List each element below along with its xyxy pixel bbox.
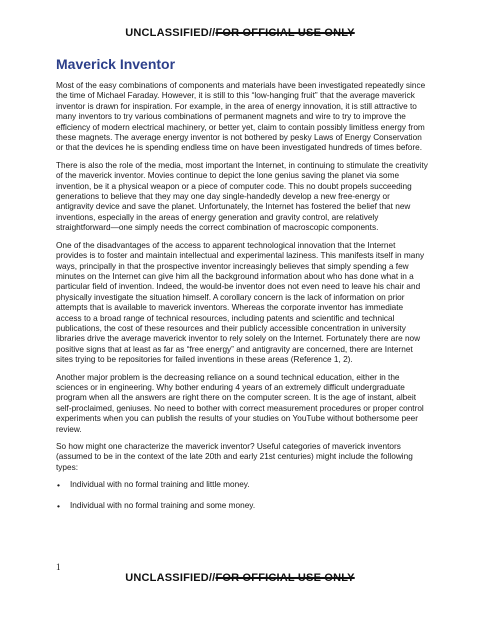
paragraph-4: Another major problem is the decreasing reliance on a sound technical education, either in the sciences or in engineering. Why bother enduring 4 years of an extremely difficult undergraduate program when all the answers are right there on the computer screen. It is the age of instant, albeit self-proclaimed, geniuses. No need to bother with correct measurement procedures or proper control experiments when you can publish the results of your studies on YouTube without bothersome peer review.: [56, 372, 424, 434]
bullet-icon: •: [57, 480, 60, 491]
paragraph-1: Most of the easy combinations of components and materials have been investigated repeatedly since the time of Michael Faraday. However, it is still to this “low-hanging fruit” that the average maverick inventor is drawn for inspiration. For example, in the area of energy innovation, it is still attractive to many inventors to try various combinations of permanent magnets and wire to try to improve the efficiency of modern electrical machinery, or better yet, claim to contain possibly limitless energy from these magnets. The average energy inventor is not bothered by pesky Laws of Energy Conservation or that the devices he is spending endless time on have been investigated hundreds of times before.: [56, 81, 426, 153]
classification-struck-label: FOR OFFICIAL USE ONLY: [215, 572, 355, 584]
paragraph-5: So how might one characterize the maverick inventor? Useful categories of maverick inventors (assumed to be in the context of the late 20th and early 21st centuries) might include the following types:: [56, 442, 413, 472]
list-item: [56, 501, 428, 511]
page-number: 1: [56, 562, 61, 572]
classification-struck-label: FOR OFFICIAL USE ONLY: [215, 27, 355, 39]
list-item: [56, 480, 428, 490]
document-body: [56, 56, 428, 521]
classification-banner-top: [0, 27, 480, 39]
list-item-text: Individual with no formal training and little money.: [70, 480, 250, 490]
bullet-icon: •: [57, 500, 60, 511]
classification-label: UNCLASSIFIED//: [125, 27, 216, 39]
classification-banner-bottom: [0, 572, 480, 584]
list-item-text: Individual with no formal training and some money.: [70, 500, 256, 510]
paragraph-3: One of the disadvantages of the access to apparent technological innovation that the Internet provides is to foster and maintain intellectual and experimental laziness. This manifests itself in many ways, principally in that the prospective inventor increasingly believes that simply spending a few minutes on the Internet can give him all the background information about who has done what in a particular field of invention. Indeed, the would-be inventor does not even need to leave his chair and physically investigate the situation himself. A corollary concern is the lack of information on prior attempts that is available to maverick inventors. Whereas the corporate inventor has immediate access to a broad range of technical resources, including patents and scientific and technical publications, the cost of these resources and their publicly accessible concentration in university libraries drive the average maverick inventor to rely solely on the Internet. Fortunately there are now positive signs that at least as far as “free energy” and antigravity are concerned, there are Internet sites trying to be repositories for failed inventions in these areas (Reference 1, 2).: [56, 240, 425, 365]
inventor-types-list: [56, 480, 428, 511]
classification-label: UNCLASSIFIED//: [125, 572, 216, 584]
paragraph-2: There is also the role of the media, most important the Internet, in continuing to stimulate the creativity of the maverick inventor. Movies continue to depict the lone genius saving the planet via some invention, be it a physical weapon or a piece of computer code. This no doubt propels succeeding generations to believe that they may one day single-handedly develop a new free-energy or antigravity device and save the planet. Unfortunately, the Internet has fostered the belief that new inventions, especially in the areas of energy generation and gravity control, are relatively straightforward—one simply needs the correct combination of macroscopic components.: [56, 160, 428, 233]
section-title: Maverick Inventor: [56, 56, 176, 72]
